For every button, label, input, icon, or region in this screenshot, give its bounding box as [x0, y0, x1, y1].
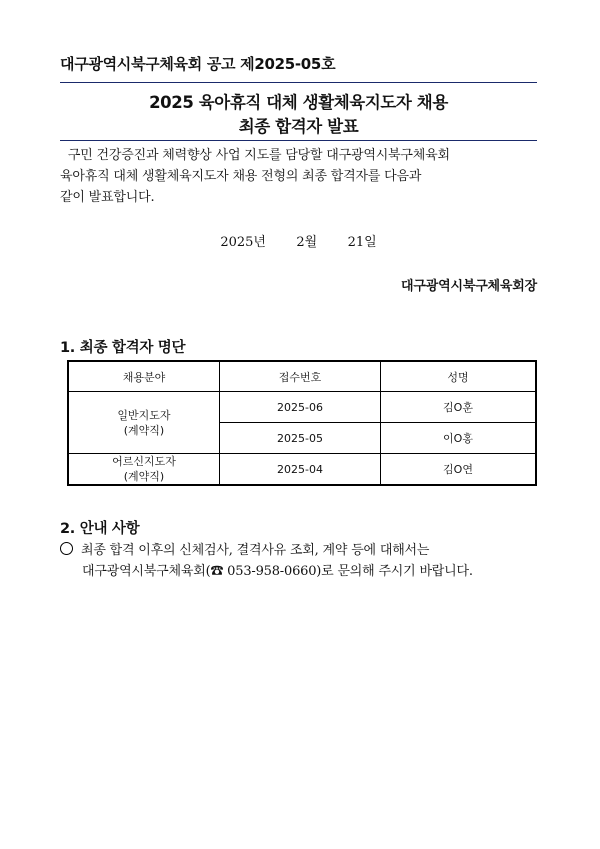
title-top-rule — [60, 82, 537, 83]
body-line-3: 같이 발표합니다. — [60, 190, 155, 205]
section-heading-final-list: 1. 최종 합격자 명단 — [60, 340, 186, 356]
field-label: 일반지도자 — [117, 408, 171, 422]
issuer-name: 대구광역시북구체육회장 — [401, 279, 537, 294]
header-field: 채용분야 — [68, 361, 220, 392]
announcement-body — [60, 145, 537, 208]
body-line-1: 구민 건강증진과 체력향상 사업 지도를 담당할 대구광역시북구체육회 — [60, 148, 450, 163]
table-row — [68, 454, 536, 486]
header-name: 성명 — [381, 361, 537, 392]
title-bottom-rule — [60, 140, 537, 141]
notice-number: 대구광역시북구체육회 공고 제2025-05호 — [60, 55, 336, 73]
body-line-2: 육아휴직 대체 생활체육지도자 채용 전형의 최종 합격자를 다음과 — [60, 169, 422, 184]
bullet-circle-icon — [60, 542, 73, 555]
number-cell: 2025-05 — [220, 423, 381, 454]
field-cell — [68, 454, 220, 486]
guide-text-line2: 대구광역시북구체육회(☎ 053-958-0660)로 문의해 주시기 바랍니다. — [82, 564, 473, 579]
guide-line-1 — [60, 540, 540, 561]
announcement-date: 2025년 2월 21일 — [220, 235, 377, 250]
name-cell: 김O훈 — [381, 392, 537, 423]
table-row — [68, 392, 536, 423]
field-label: 어르신지도자 — [112, 455, 176, 468]
guide-text — [60, 540, 540, 582]
field-contract-type: (계약직) — [123, 423, 165, 437]
document-title-line2: 최종 합격자 발표 — [238, 117, 359, 136]
number-cell: 2025-04 — [220, 454, 381, 486]
final-candidates-table — [67, 360, 537, 486]
name-cell: 이O홍 — [381, 423, 537, 454]
header-number: 접수번호 — [220, 361, 381, 392]
name-cell: 김O연 — [381, 454, 537, 486]
table-header-row — [68, 361, 536, 392]
field-cell — [68, 392, 220, 454]
field-contract-type: (계약직) — [123, 470, 165, 483]
section-heading-guide: 2. 안내 사항 — [60, 521, 140, 537]
document-title-line1: 2025 육아휴직 대체 생활체육지도자 채용 — [149, 93, 448, 112]
number-cell: 2025-06 — [220, 392, 381, 423]
guide-text-line1: 최종 합격 이후의 신체검사, 결격사유 조회, 계약 등에 대해서는 — [81, 543, 430, 558]
